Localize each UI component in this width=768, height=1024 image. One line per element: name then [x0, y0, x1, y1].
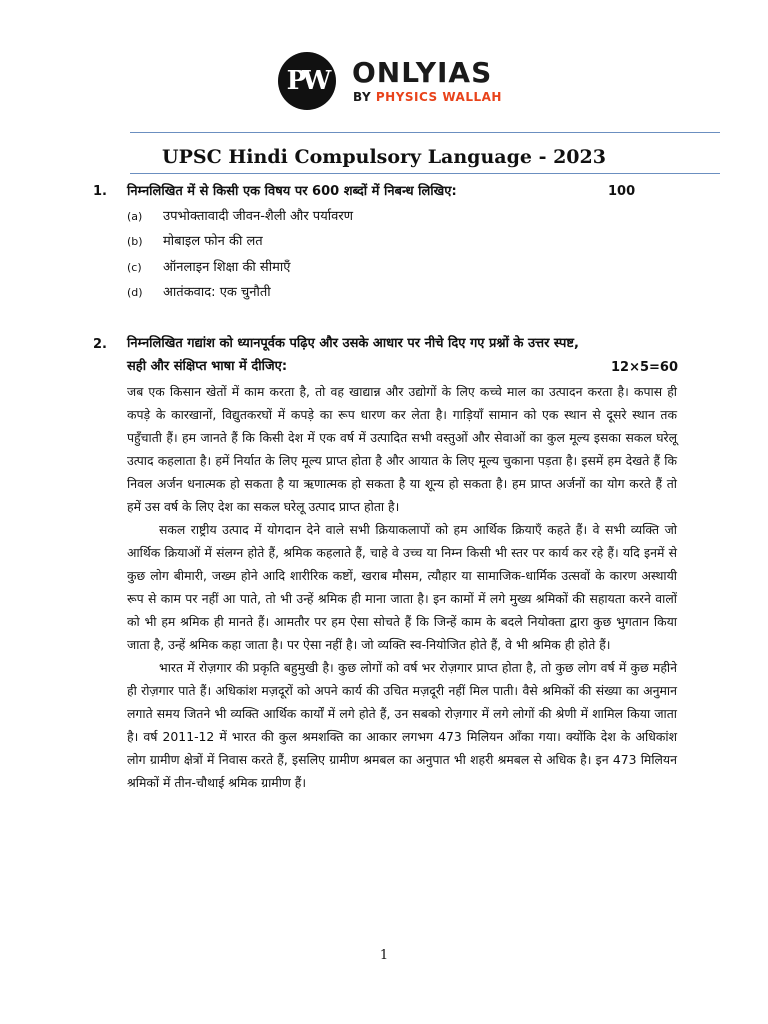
option-label: (c)	[127, 261, 142, 274]
brand-subtitle	[353, 90, 502, 104]
passage-paragraph: सकल राष्ट्रीय उत्पाद में योगदान देने वाले सभी क्रियाकलापों को हम आर्थिक क्रियाएँ कहते हैं। वे सभी व्यक्ति जो आर्थिक क्रियाओं में संलग्न होते हैं, श्रमिक कहलाते हैं, चाहे वे उच्च या निम्न किसी भी स्तर पर कार्य कर रहे हैं। यदि इनमें से कुछ लोग बीमारी, जख्म होने आदि शारीरिक कष्टों, खराब मौसम, त्यौहार या सामाजिक-धार्मिक उत्सवों के कारण अस्थायी रूप से काम पर नहीं आ पाते, तो भी उन्हें श्रमिक ही माना जाता है। इन कामों में लगे मुख्य श्रमिकों की सहायता करने वालों को भी हम श्रमिक ही मानते हैं। आमतौर पर हम ऐसा सोचते हैं कि जिन्हें काम के बदले नियोक्ता द्वारा कुछ भुगतान किया जाता है, उन्हें श्रमिक कहा जाता है। पर ऐसा नहीं है। जो व्यक्ति स्व-नियोजित होते हैं, वे भी श्रमिक ही होते हैं।	[127, 522, 677, 652]
option-label: (a)	[127, 210, 143, 223]
q2-number: 2.	[93, 337, 107, 352]
q1-option-a	[127, 207, 353, 227]
q2-marks: 12×5=60	[611, 360, 679, 375]
q1-marks: 100	[608, 184, 636, 199]
q2-text-line1: निम्नलिखित गद्यांश को ध्यानपूर्वक पढ़िए और उसके आधार पर नीचे दिए गए प्रश्नों के उत्तर स्पष्ट,	[127, 336, 579, 351]
option-label: (d)	[127, 286, 143, 299]
passage	[127, 380, 677, 794]
q1-option-d	[127, 283, 271, 303]
passage-paragraph: भारत में रोज़गार की प्रकृति बहुमुखी है। कुछ लोगों को वर्ष भर रोज़गार प्राप्त होता है, तो कुछ लोग वर्ष में कुछ महीने ही रोज़गार पाते हैं। अधिकांश मज़दूरों को अपने कार्य की उचित मज़दूरी नहीं मिल पाती। वैसे श्रमिकों की संख्या का अनुमान लगाते समय जितने भी व्यक्ति आर्थिक कार्यों में लगे होते हैं, उन सबको रोज़गार में लगे लोगों की श्रेणी में शामिल किया जाता है। वर्ष 2011-12 में भारत की कुल श्रमशक्ति का आकार लगभग 473 मिलियन आँका गया। क्योंकि देश के अधिकांश लोग ग्रामीण क्षेत्रों में निवास करते हैं, इसलिए ग्रामीण श्रमबल का अनुपात भी शहरी श्रमबल से अधिक है। इन 473 मिलियन श्रमिकों में तीन-चौथाई श्रमिक ग्रामीण हैं।	[127, 660, 678, 790]
q1-option-c	[127, 258, 290, 278]
page-number: 1	[379, 948, 389, 963]
q1-text: निम्नलिखित में से किसी एक विषय पर 600 शब्दों में निबन्ध लिखिए:	[127, 184, 457, 199]
brand-sub-prefix: BY	[353, 90, 372, 104]
q2-text-line2: सही और संक्षिप्त भाषा में दीजिए:	[127, 359, 288, 374]
page-header	[0, 50, 768, 112]
option-text: आतंकवाद: एक चुनौती	[163, 285, 271, 300]
title-divider	[130, 173, 720, 174]
option-text: मोबाइल फोन की लत	[163, 234, 263, 249]
pw-logo: PW	[278, 52, 336, 110]
q1-option-b	[127, 232, 263, 252]
q1-number: 1.	[93, 184, 107, 199]
option-text: उपभोक्तावादी जीवन-शैली और पर्यावरण	[163, 209, 354, 224]
brand-sub-accent: PHYSICS WALLAH	[375, 90, 502, 104]
top-divider	[130, 132, 720, 133]
passage-paragraph: जब एक किसान खेतों में काम करता है, तो वह खाद्यान्न और उद्योगों के लिए कच्चे माल का उत्पादन करता है। कपास ही कपड़े के कारखानों, विद्युतकरघों में कपड़े का रूप धारण कर लेता है। गाड़ियाँ सामान को एक स्थान से दूसरे स्थान तक पहुँचाती हैं। हम जानते हैं कि किसी देश में एक वर्ष में उत्पादित सभी वस्तुओं और सेवाओं का कुल मूल्य इसका सकल घरेलू उत्पाद कहलाता है। हमें निर्यात के लिए मूल्य प्राप्त होता है और आयात के लिए मूल्य चुकाना पड़ता है। इसमें हम देखते हैं कि निवल अर्जन धनात्मक हो सकता है या ऋणात्मक हो सकता है या शून्य हो सकता है। हम प्राप्त अर्जनों का योग करते हैं तो हमें उस वर्ष के लिए देश का सकल घरेलू उत्पाद प्राप्त होता है।	[127, 384, 677, 514]
option-label: (b)	[127, 235, 143, 248]
page-title: UPSC Hindi Compulsory Language - 2023	[162, 146, 606, 168]
brand-name: ONLYIAS	[352, 56, 493, 89]
option-text: ऑनलाइन शिक्षा की सीमाएँ	[163, 260, 291, 275]
